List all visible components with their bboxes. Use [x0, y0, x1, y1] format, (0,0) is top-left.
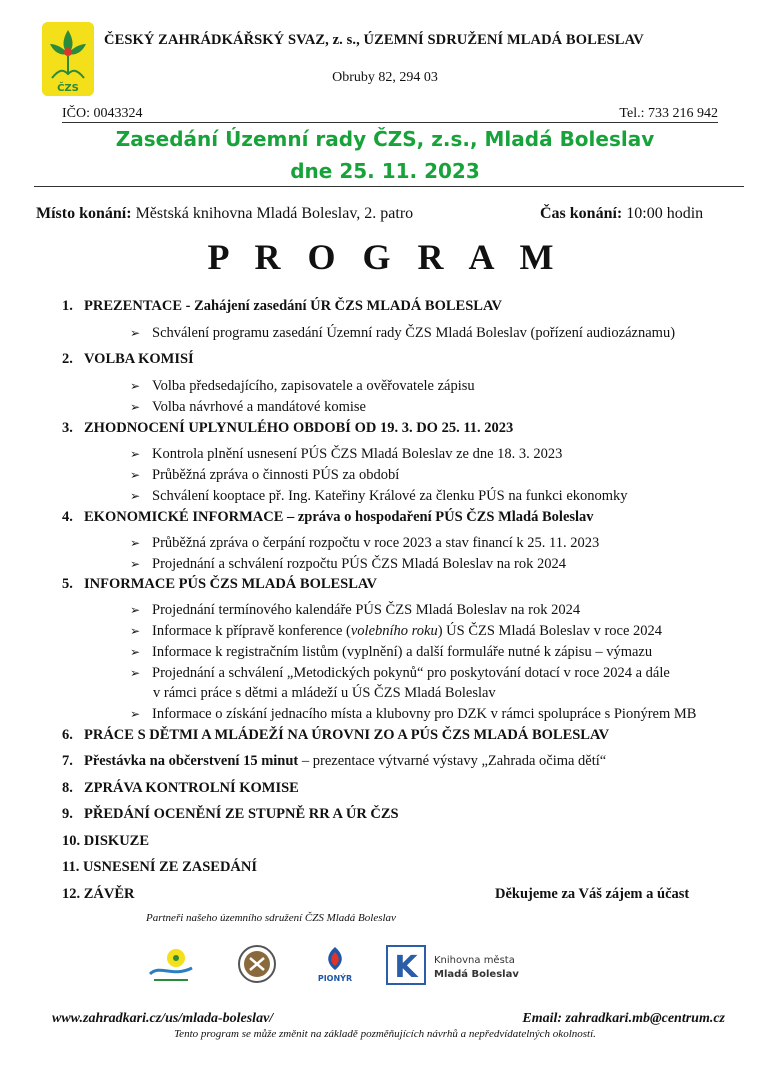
- arrow-bullet-icon: ➢: [130, 666, 141, 680]
- arrow-bullet-icon: ➢: [130, 468, 141, 482]
- program-item-12: [62, 886, 135, 903]
- arrow-bullet-icon: ➢: [130, 489, 141, 503]
- bullet-text: Průběžná zpráva o čerpání rozpočtu v roce 2023 a stav financí k 25. 11. 2023: [152, 535, 600, 551]
- arrow-bullet-icon: ➢: [130, 447, 141, 461]
- bullet-5-4-continuation: v rámci práce s dětmi a mládeží u ÚS ČZS Mladá Boleslav: [153, 685, 496, 701]
- partner-logo-zahradkari: [146, 944, 196, 989]
- website-link[interactable]: www.zahradkari.cz/us/mlada-boleslav/: [52, 1011, 274, 1026]
- item-number: 5.: [62, 576, 73, 592]
- meeting-title: Zasedání Územní rady ČZS, z.s., Mladá Boleslav: [115, 127, 655, 151]
- bullet-text: Schválení kooptace př. Ing. Kateřiny Králové za členku PÚS na funkci ekonomky: [152, 488, 628, 504]
- bullet-5-3: [130, 644, 652, 661]
- email-link[interactable]: Email: zahradkari.mb@centrum.cz: [522, 1011, 725, 1026]
- program-item-3: [62, 420, 513, 437]
- venue-label: Místo konání:: [36, 205, 132, 222]
- venue-value: Městská knihovna Mladá Boleslav, 2. patro: [131, 205, 414, 222]
- program-item-8: [62, 780, 299, 797]
- partner-logo-library: [386, 944, 526, 993]
- program-item-4: [62, 509, 594, 526]
- thanks-note: Děkujeme za Váš zájem a účast: [495, 886, 690, 902]
- arrow-bullet-icon: ➢: [130, 645, 141, 659]
- program-item-9: [62, 806, 399, 823]
- arrow-bullet-icon: ➢: [130, 536, 141, 550]
- meeting-date: dne 25. 11. 2023: [290, 159, 480, 183]
- item-number: 3.: [62, 420, 73, 436]
- item-text: PREZENTACE - Zahájení zasedání ÚR ČZS MLADÁ BOLESLAV: [84, 298, 503, 314]
- bullet-text: Informace o získání jednacího místa a klubovny pro DZK v rámci spolupráce s Pionýrem MB: [152, 706, 697, 722]
- bullet-text: Informace k přípravě konference (: [152, 623, 351, 639]
- item-number: 7.: [62, 753, 73, 769]
- item-text: PRÁCE S DĚTMI A MLÁDEŽÍ NA ÚROVNI ZO A PÚS ČZS MLADÁ BOLESLAV: [84, 727, 610, 743]
- bullet-5-1: [130, 602, 580, 619]
- item-text: ZÁVĚR: [83, 886, 135, 902]
- bullet-text: Schválení programu zasedání Územní rady ČZS Mladá Boleslav (pořízení audiozáznamu): [152, 325, 676, 341]
- footer-note: Tento program se může změnit na základě pozměňujících návrhů a nepředvídatelných okolností.: [174, 1028, 596, 1040]
- program-heading: P R O G R A M: [207, 237, 563, 277]
- svg-text:K: K: [394, 950, 418, 985]
- arrow-bullet-icon: ➢: [130, 557, 141, 571]
- bullet-text: Projednání termínového kalendáře PÚS ČZS Mladá Boleslav na rok 2024: [152, 602, 581, 618]
- bullet-text: Kontrola plnění usnesení PÚS ČZS Mladá Boleslav ze dne 18. 3. 2023: [152, 446, 563, 462]
- item-text: USNESENÍ ZE ZASEDÁNÍ: [82, 859, 258, 875]
- bullet-2-2: [130, 399, 366, 416]
- bullet-text: Průběžná zpráva o činnosti PÚS za období: [152, 467, 400, 483]
- bullet-3-1: [130, 446, 562, 463]
- bullet-text: Informace k registračním listům (vyplnění) a další formuláře nutné k zápisu – výmazu: [152, 644, 653, 660]
- item-number: 4.: [62, 509, 73, 525]
- bullet-5-2: [130, 623, 662, 640]
- item-text: ZHODNOCENÍ UPLYNULÉHO OBDOBÍ OD 19. 3. DO 25. 11. 2023: [84, 420, 514, 436]
- partner-logo-pionyr: [317, 944, 353, 989]
- arrow-bullet-icon: ➢: [130, 326, 141, 340]
- time-line: [540, 205, 703, 223]
- bullet-text: Projednání a schválení rozpočtu PÚS ČZS Mladá Boleslav na rok 2024: [152, 556, 566, 572]
- program-item-11: [62, 859, 257, 876]
- bullet-1-1: [130, 325, 675, 342]
- program-item-5: [62, 576, 377, 593]
- item-number: 6.: [62, 727, 73, 743]
- item-text: ZPRÁVA KONTROLNÍ KOMISE: [84, 780, 299, 796]
- arrow-bullet-icon: ➢: [130, 624, 141, 638]
- header-divider: [62, 122, 718, 123]
- org-address: Obruby 82, 294 03: [332, 70, 438, 85]
- arrow-bullet-icon: ➢: [130, 379, 141, 393]
- item-text: PŘEDÁNÍ OCENĚNÍ ZE STUPNĚ RR A ÚR ČZS: [84, 806, 399, 822]
- program-item-6: [62, 727, 609, 744]
- phone-number: Tel.: 733 216 942: [619, 106, 718, 121]
- arrow-bullet-icon: ➢: [130, 400, 141, 414]
- program-item-1: [62, 298, 502, 315]
- time-value: 10:00 hodin: [622, 205, 704, 222]
- bullet-2-1: [130, 378, 475, 395]
- org-name: ČESKÝ ZAHRÁDKÁŘSKÝ SVAZ, z. s., ÚZEMNÍ SDRUŽENÍ MLADÁ BOLESLAV: [104, 32, 644, 48]
- item-number: 10.: [62, 833, 81, 849]
- item-text: DISKUZE: [83, 833, 150, 849]
- logo-text: ČZS: [57, 83, 79, 94]
- time-label: Čas konání:: [540, 205, 623, 222]
- venue-line: [36, 205, 413, 223]
- bullet-text: Projednání a schválení „Metodických pokynů“ pro poskytování dotací v roce 2024 a dále: [152, 665, 670, 681]
- arrow-bullet-icon: ➢: [130, 707, 141, 721]
- item-number: 12.: [62, 886, 81, 902]
- bullet-5-4: [130, 665, 670, 682]
- item-number: 11.: [62, 859, 80, 875]
- item-text: INFORMACE PÚS ČZS MLADÁ BOLESLAV: [84, 576, 377, 592]
- pionyr-label: PIONÝR: [317, 974, 353, 983]
- library-line2: Mladá Boleslav: [434, 969, 519, 980]
- item-number: 1.: [62, 298, 73, 314]
- bullet-text: ) ÚS ČZS Mladá Boleslav v roce 2024: [437, 623, 663, 639]
- ico-number: IČO: 0043324: [62, 106, 143, 121]
- bullet-3-2: [130, 467, 399, 484]
- bullet-3-3: [130, 488, 628, 505]
- item-text: Přestávka na občerstvení 15 minut: [84, 753, 299, 769]
- item-text: VOLBA KOMISÍ: [84, 351, 194, 367]
- item-number: 9.: [62, 806, 73, 822]
- bullet-text: Volba návrhové a mandátové komise: [152, 399, 366, 415]
- program-item-2: [62, 351, 194, 368]
- item-number: 8.: [62, 780, 73, 796]
- library-line1: Knihovna města: [434, 955, 515, 966]
- bullet-text-italic: volebního roku: [350, 623, 438, 639]
- program-item-7: [62, 753, 606, 770]
- bullet-5-5: [130, 706, 696, 723]
- program-item-10: [62, 833, 149, 850]
- item-text: EKONOMICKÉ INFORMACE – zpráva o hospodaření PÚS ČZS Mladá Boleslav: [84, 509, 594, 525]
- item-number: 2.: [62, 351, 73, 367]
- bullet-text: Volba předsedajícího, zapisovatele a ověřovatele zápisu: [152, 378, 475, 394]
- title-divider: [34, 186, 744, 187]
- partners-caption: Partneři našeho územního sdružení ČZS Mladá Boleslav: [146, 912, 396, 924]
- bullet-4-2: [130, 556, 566, 573]
- item-text-rest: – prezentace výtvarné výstavy „Zahrada očima dětí“: [298, 753, 607, 769]
- partner-logo-seal: [237, 944, 277, 989]
- bullet-4-1: [130, 535, 599, 552]
- arrow-bullet-icon: ➢: [130, 603, 141, 617]
